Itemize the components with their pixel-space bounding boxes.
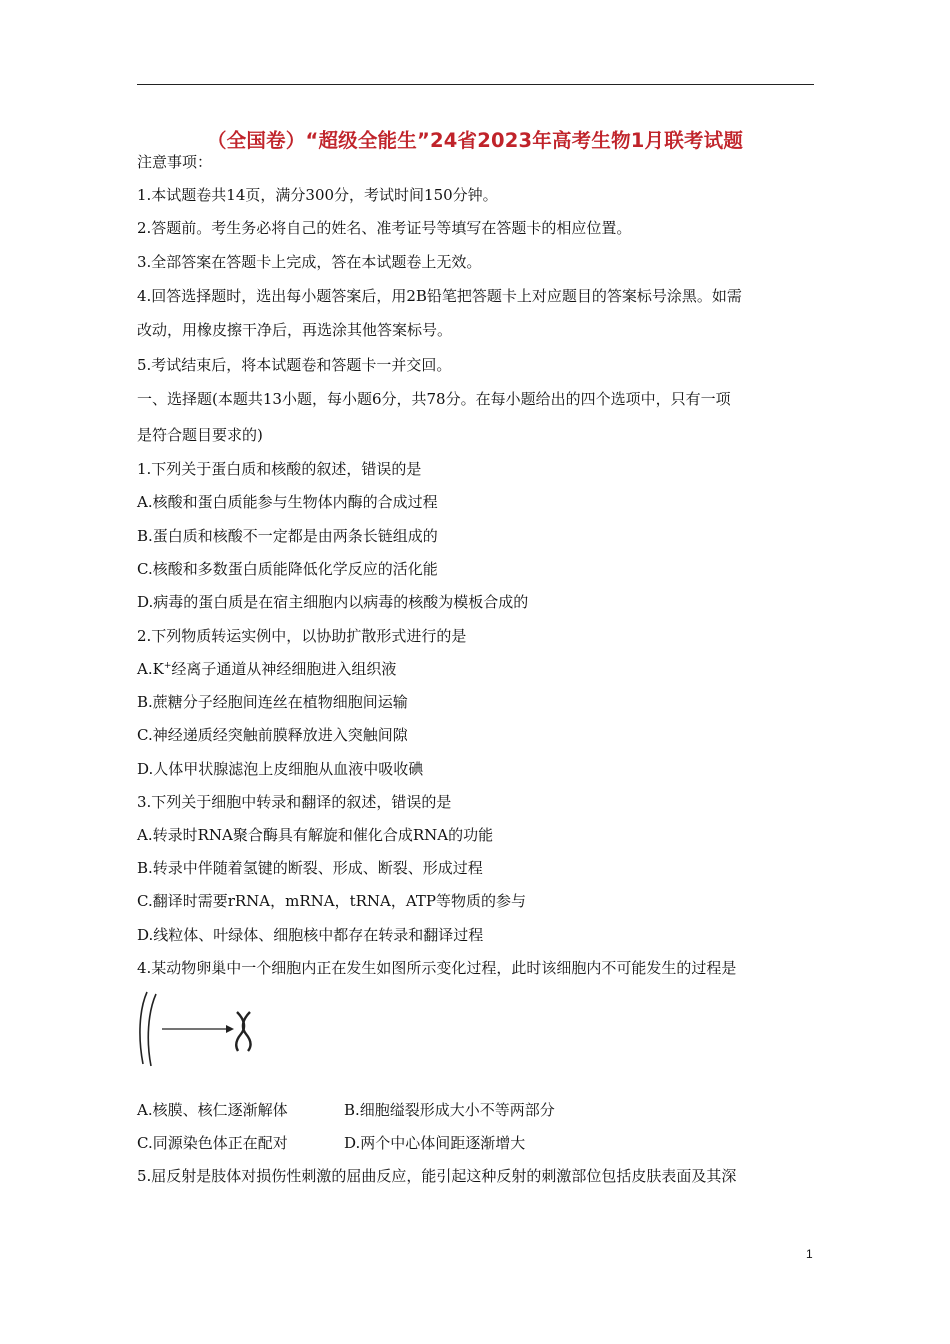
q1-option-b: B.蛋白质和核酸不一定都是由两条长链组成的 [137, 527, 438, 545]
notice-item: 1.本试题卷共14页，满分300分，考试时间150分钟。 [137, 186, 498, 204]
notice-heading: 注意事项： [137, 153, 213, 171]
q1-option-c: C.核酸和多数蛋白质能降低化学反应的活化能 [137, 560, 438, 578]
q2-option-a: A.K+经离子通道从神经细胞进入组织液 [137, 660, 397, 678]
section-heading: 一、选择题(本题共13小题，每小题6分，共78分。在每小题给出的四个选项中，只有一项 [137, 390, 731, 408]
notice-item: 4.回答选择题时，选出每小题答案后，用2B铅笔把答题卡上对应题目的答案标号涂黑。如需 [137, 287, 742, 305]
page-title: （全国卷）“超级全能生”24省2023年高考生物1月联考试题 [206, 129, 744, 152]
q4-option-d: D.两个中心体间距逐渐增大 [344, 1134, 526, 1152]
q4-option-a: A.核膜、核仁逐渐解体 [137, 1101, 288, 1119]
notice-item: 5.考试结束后，将本试题卷和答题卡一并交回。 [137, 356, 452, 374]
q4-option-c: C.同源染色体正在配对 [137, 1134, 288, 1152]
q4-stem: 4.某动物卵巢中一个细胞内正在发生如图所示变化过程，此时该细胞内不可能发生的过程是 [137, 959, 737, 977]
q2-option-c: C.神经递质经突触前膜释放进入突触间隙 [137, 726, 408, 744]
q1-option-d: D.病毒的蛋白质是在宿主细胞内以病毒的核酸为模板合成的 [137, 593, 529, 611]
page-number: 1 [806, 1247, 813, 1261]
q3-stem: 3.下列关于细胞中转录和翻译的叙述，错误的是 [137, 793, 452, 811]
chromosome-figure [134, 988, 259, 1072]
q3-option-b: B.转录中伴随着氢键的断裂、形成、断裂、形成过程 [137, 859, 483, 877]
chromosome-diagram [134, 988, 259, 1068]
q2-option-b: B.蔗糖分子经胞间连丝在植物细胞间运输 [137, 693, 408, 711]
section-heading-cont: 是符合题目要求的) [137, 426, 263, 444]
notice-item: 2.答题前。考生务必将自己的姓名、准考证号等填写在答题卡的相应位置。 [137, 219, 632, 237]
q2-stem: 2.下列物质转运实例中，以协助扩散形式进行的是 [137, 627, 467, 645]
q1-option-a: A.核酸和蛋白质能参与生物体内酶的合成过程 [137, 493, 438, 511]
notice-item: 3.全部答案在答题卡上完成，答在本试题卷上无效。 [137, 253, 482, 271]
q3-option-d: D.线粒体、叶绿体、细胞核中都存在转录和翻译过程 [137, 926, 484, 944]
q1-stem: 1.下列关于蛋白质和核酸的叙述，错误的是 [137, 460, 422, 478]
q3-option-c: C.翻译时需要rRNA，mRNA，tRNA，ATP等物质的参与 [137, 892, 526, 910]
q3-option-a: A.转录时RNA聚合酶具有解旋和催化合成RNA的功能 [137, 826, 494, 844]
q2-option-d: D.人体甲状腺滤泡上皮细胞从血液中吸收碘 [137, 760, 424, 778]
q4-option-b: B.细胞缢裂形成大小不等两部分 [344, 1101, 555, 1119]
q5-stem: 5.屈反射是肢体对损伤性刺激的屈曲反应，能引起这种反射的刺激部位包括皮肤表面及其深 [137, 1167, 737, 1185]
notice-item: 改动，用橡皮擦干净后，再选涂其他答案标号。 [137, 321, 453, 339]
header-rule [137, 84, 814, 85]
